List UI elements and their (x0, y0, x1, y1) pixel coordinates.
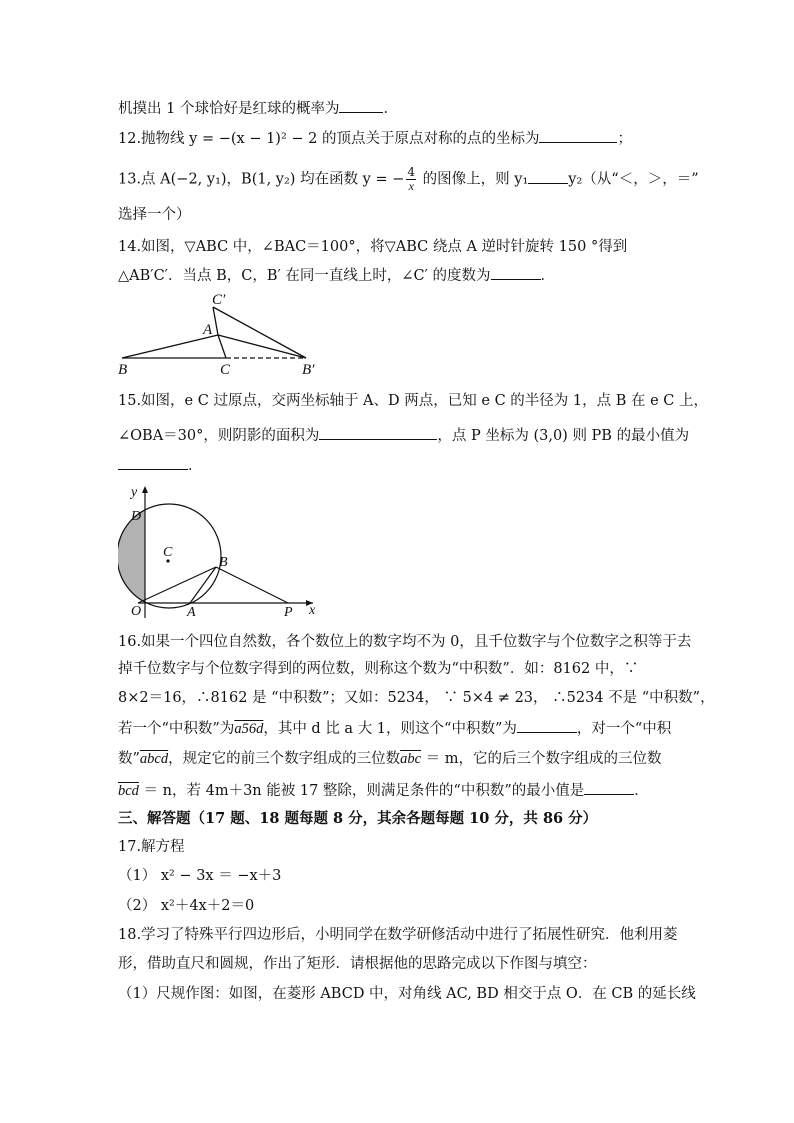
answer-blank (319, 425, 437, 440)
answer-blank (118, 455, 188, 470)
triangle-rotation-figure (116, 290, 326, 380)
fraction: $\frac{4}{x}$ (407, 165, 416, 193)
segment-AB-prime (218, 335, 306, 358)
y-axis-arrow (142, 486, 148, 493)
question-16-line6: $\overline{bcd} = n$，若 4m＋3n 能被 17 整除，则满足条件的“中积数”的最小值是 ． (118, 780, 649, 801)
label-C-prime: C′ (212, 292, 226, 308)
question-16-line5: 数”abcd，规定它的前三个数字组成的三位数$\overline{abc} = m$，它的后三个数字组成的三位数 (118, 751, 662, 767)
question-15-line2: ∠OBA＝30°，则阴影的面积为 ，点 P 坐标为 (3,0) 则 PB 的最小值为 (118, 425, 689, 446)
answer-blank (517, 718, 577, 733)
answer-blank (339, 98, 383, 113)
label-A: A (203, 322, 213, 338)
question-18-line3: （1）尺规作图：如图，在菱形 ABCD 中，对角线 AC, BD 相交于点 O．在 CB 的延长线 (118, 986, 696, 1002)
answer-blank (584, 780, 634, 795)
label-A: A (187, 605, 196, 620)
label-B: B (118, 362, 128, 378)
question-16-line3: 8×2＝16，∴8162 是 “中积数”；又如：5234， ∵ 5×4 ≠ 23， ∴5234 不是 “中积数”， (118, 690, 715, 706)
label-B-prime: B′ (302, 362, 315, 378)
label-P: P (284, 605, 293, 620)
question-18-line1: 18.学习了特殊平行四边形后，小明同学在数学研修活动中进行了拓展性研究．他利用菱 (118, 927, 678, 943)
question-13-line2: 选择一个） (118, 207, 191, 223)
section-heading: 三、解答题（17 题、18 题每题 8 分，其余各题每题 10 分，共 86 分） (118, 810, 598, 827)
question-17-title: 17.解方程 (118, 839, 185, 855)
question-12: 12.抛物线 y = −(x − 1)² − 2 的顶点关于原点对称的点的坐标为 ； (118, 128, 632, 149)
answer-blank (528, 169, 568, 184)
question-17-part2: （2） x²＋4x＋2＝0 (118, 898, 255, 914)
label-C: C (220, 362, 231, 378)
label-x: x (309, 603, 316, 618)
segment-AC (218, 335, 226, 358)
question-16-line4: 若一个“中积数”为a56d，其中 d 比 a 大 1，则这个“中积数”为 ，对一个“中积 (118, 718, 671, 739)
segment-C-prime-B-prime (213, 307, 306, 358)
question-11-line: 机摸出 1 个球恰好是红球的概率为 ． (118, 98, 398, 119)
answer-blank (539, 128, 617, 143)
label-C: C (163, 545, 173, 560)
segment-BP (216, 567, 288, 603)
question-16-line2: 掉千位数字与个位数字得到的两位数，则称这个数为“中积数”．如：8162 中，∵ (118, 661, 639, 677)
question-16-line1: 16.如果一个四位自然数，各个数位上的数字均不为 0，且千位数字与个位数字之积等于去 (118, 634, 692, 650)
segment-OB (138, 567, 216, 603)
question-14-line1: 14.如图，▽ABC 中，∠BAC＝100°，将▽ABC 绕点 A 逆时针旋转 150 °得到 (118, 239, 628, 255)
label-O: O (131, 604, 142, 619)
label-B: B (219, 555, 228, 570)
label-D: D (131, 509, 142, 524)
question-14-line2: △AB′C′．当点 B，C，B′ 在同一直线上时，∠C′ 的度数为 ． (118, 265, 555, 286)
question-17-part1: （1） x² − 3x ＝ −x＋3 (118, 868, 282, 884)
segment-AC-prime (213, 307, 218, 335)
question-13-line1: 13.点 A(−2, y₁)，B(1, y₂) 均在函数 y = − $\frac{4}{x}$ 的图像上，则 y₁ y₂（从“＜，＞，＝” (118, 165, 699, 193)
question-15-line3: ． (118, 455, 203, 476)
question-15-line1: 15.如图，e C 过原点，交两坐标轴于 A、D 两点，已知 e C 的半径为 1，点 B 在 e C 上， (118, 393, 708, 409)
answer-blank (491, 265, 541, 280)
circle-coordinate-figure (118, 482, 328, 622)
label-y: y (131, 485, 138, 500)
segment-BA (122, 335, 218, 358)
question-18-line2: 形，借助直尺和圆规，作出了矩形．请根据他的思路完成以下作图与填空： (118, 956, 597, 972)
